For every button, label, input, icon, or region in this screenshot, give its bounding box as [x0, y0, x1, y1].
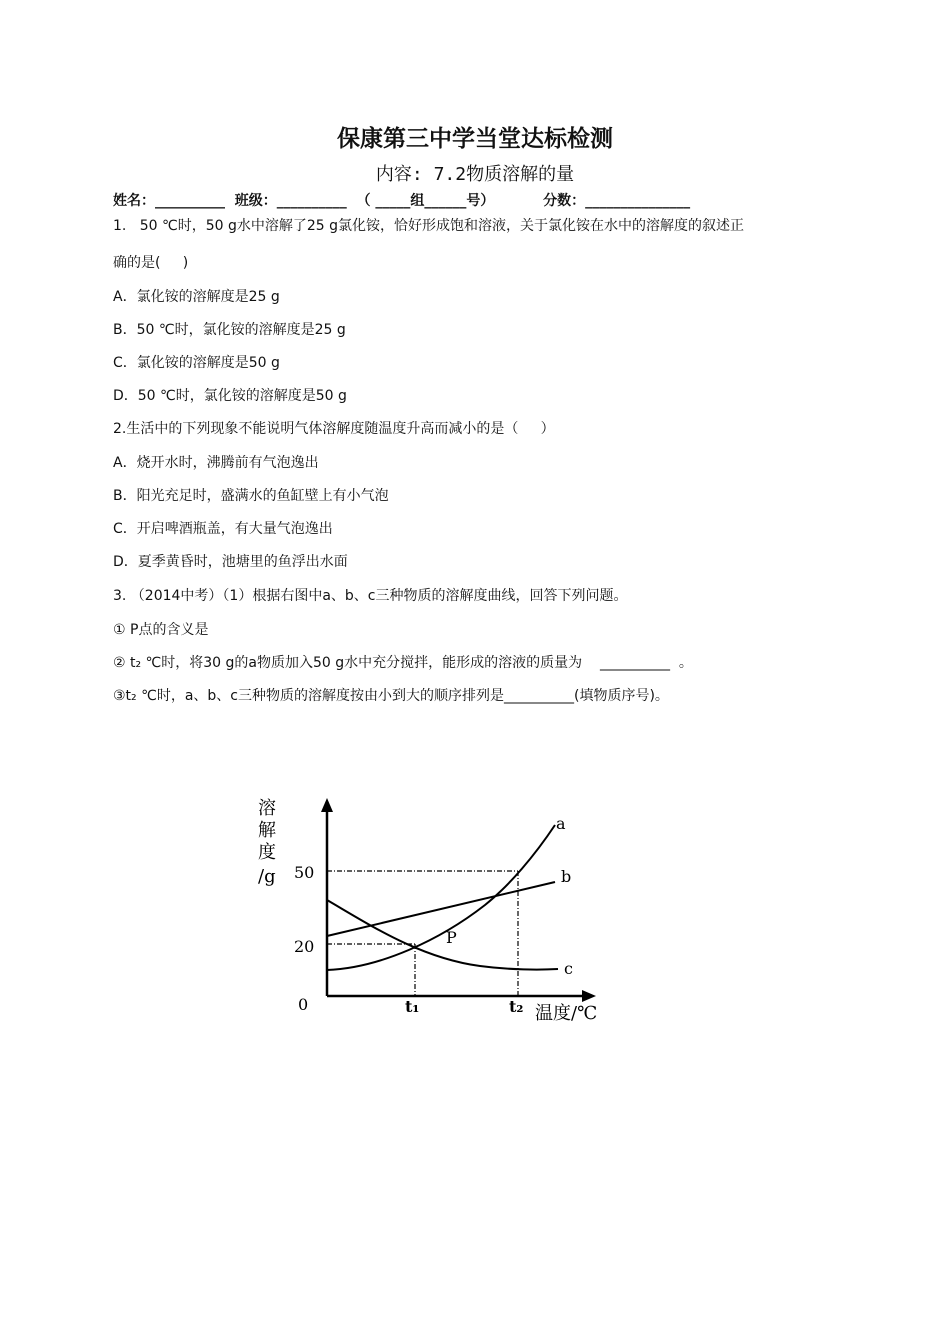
curve-c-label: c — [564, 959, 573, 978]
q1-option-b: B．50 ℃时，氯化铵的溶解度是25 g — [113, 322, 346, 338]
xlabel: 温度/℃ — [535, 1003, 598, 1024]
q1-option-c: C．氯化铵的溶解度是50 g — [113, 355, 280, 371]
q3-part3: ③t₂ ℃时，a、b、c三种物质的溶解度按由小到大的顺序排列是__________(填物质序号)。 — [113, 688, 669, 704]
ylabel-line-2: 解 — [258, 820, 276, 841]
q2-option-d: D．夏季黄昏时，池塘里的鱼浮出水面 — [113, 554, 348, 570]
ylabel-line-3: 度 — [258, 842, 276, 863]
point-p-label: P — [446, 928, 457, 947]
curve-b-label: b — [561, 867, 572, 886]
ylabel-line-1: 溶 — [258, 798, 276, 819]
x-axis-arrow — [582, 990, 596, 1002]
y-axis-arrow — [321, 798, 333, 812]
q3-part2: ② t₂ ℃时，将30 g的a物质加入50 g水中充分搅拌，能形成的溶液的质量为 __________ 。 — [113, 655, 693, 671]
q1-stem-line1: 1. 50 ℃时，50 g水中溶解了25 g氯化铵，恰好形成饱和溶液，关于氯化铵在水中的溶解度的叙述正 — [113, 218, 744, 234]
q2-option-a: A．烧开水时，沸腾前有气泡逸出 — [113, 455, 319, 471]
q1-option-a: A．氯化铵的溶解度是25 g — [113, 289, 280, 305]
q1-stem-line2: 确的是( ) — [113, 255, 189, 271]
y-tick-50: 50 — [294, 863, 315, 882]
page-subtitle: 内容: 7.2物质溶解的量 — [375, 164, 575, 185]
curve-a-label: a — [556, 814, 566, 833]
q2-option-c: C．开启啤酒瓶盖，有大量气泡逸出 — [113, 521, 333, 537]
student-info-line: 姓名：__________ 班级：__________ （ _____组______号） 分数：_______________ — [113, 193, 691, 209]
q1-option-d: D．50 ℃时，氯化铵的溶解度是50 g — [113, 388, 347, 404]
x-tick-t1: t₁ — [405, 997, 420, 1016]
solubility-chart-svg — [250, 790, 640, 1030]
q2-stem: 2.生活中的下列现象不能说明气体溶解度随温度升高而减小的是（ ） — [113, 421, 555, 437]
origin-label: 0 — [298, 995, 309, 1014]
y-tick-20: 20 — [294, 937, 315, 956]
curve-a — [327, 825, 555, 970]
x-tick-t2: t₂ — [509, 997, 524, 1016]
curve-b — [327, 882, 555, 936]
curve-c — [327, 900, 558, 970]
page-title: 保康第三中学当堂达标检测 — [337, 126, 613, 152]
ylabel-line-4: /g — [258, 866, 276, 887]
q2-option-b: B．阳光充足时，盛满水的鱼缸壁上有小气泡 — [113, 488, 389, 504]
solubility-chart — [250, 790, 640, 1030]
q3-stem: 3. （2014中考）（1）根据右图中a、b、c三种物质的溶解度曲线，回答下列问题。 — [113, 588, 628, 604]
q3-part1: ① P点的含义是 — [113, 622, 209, 638]
